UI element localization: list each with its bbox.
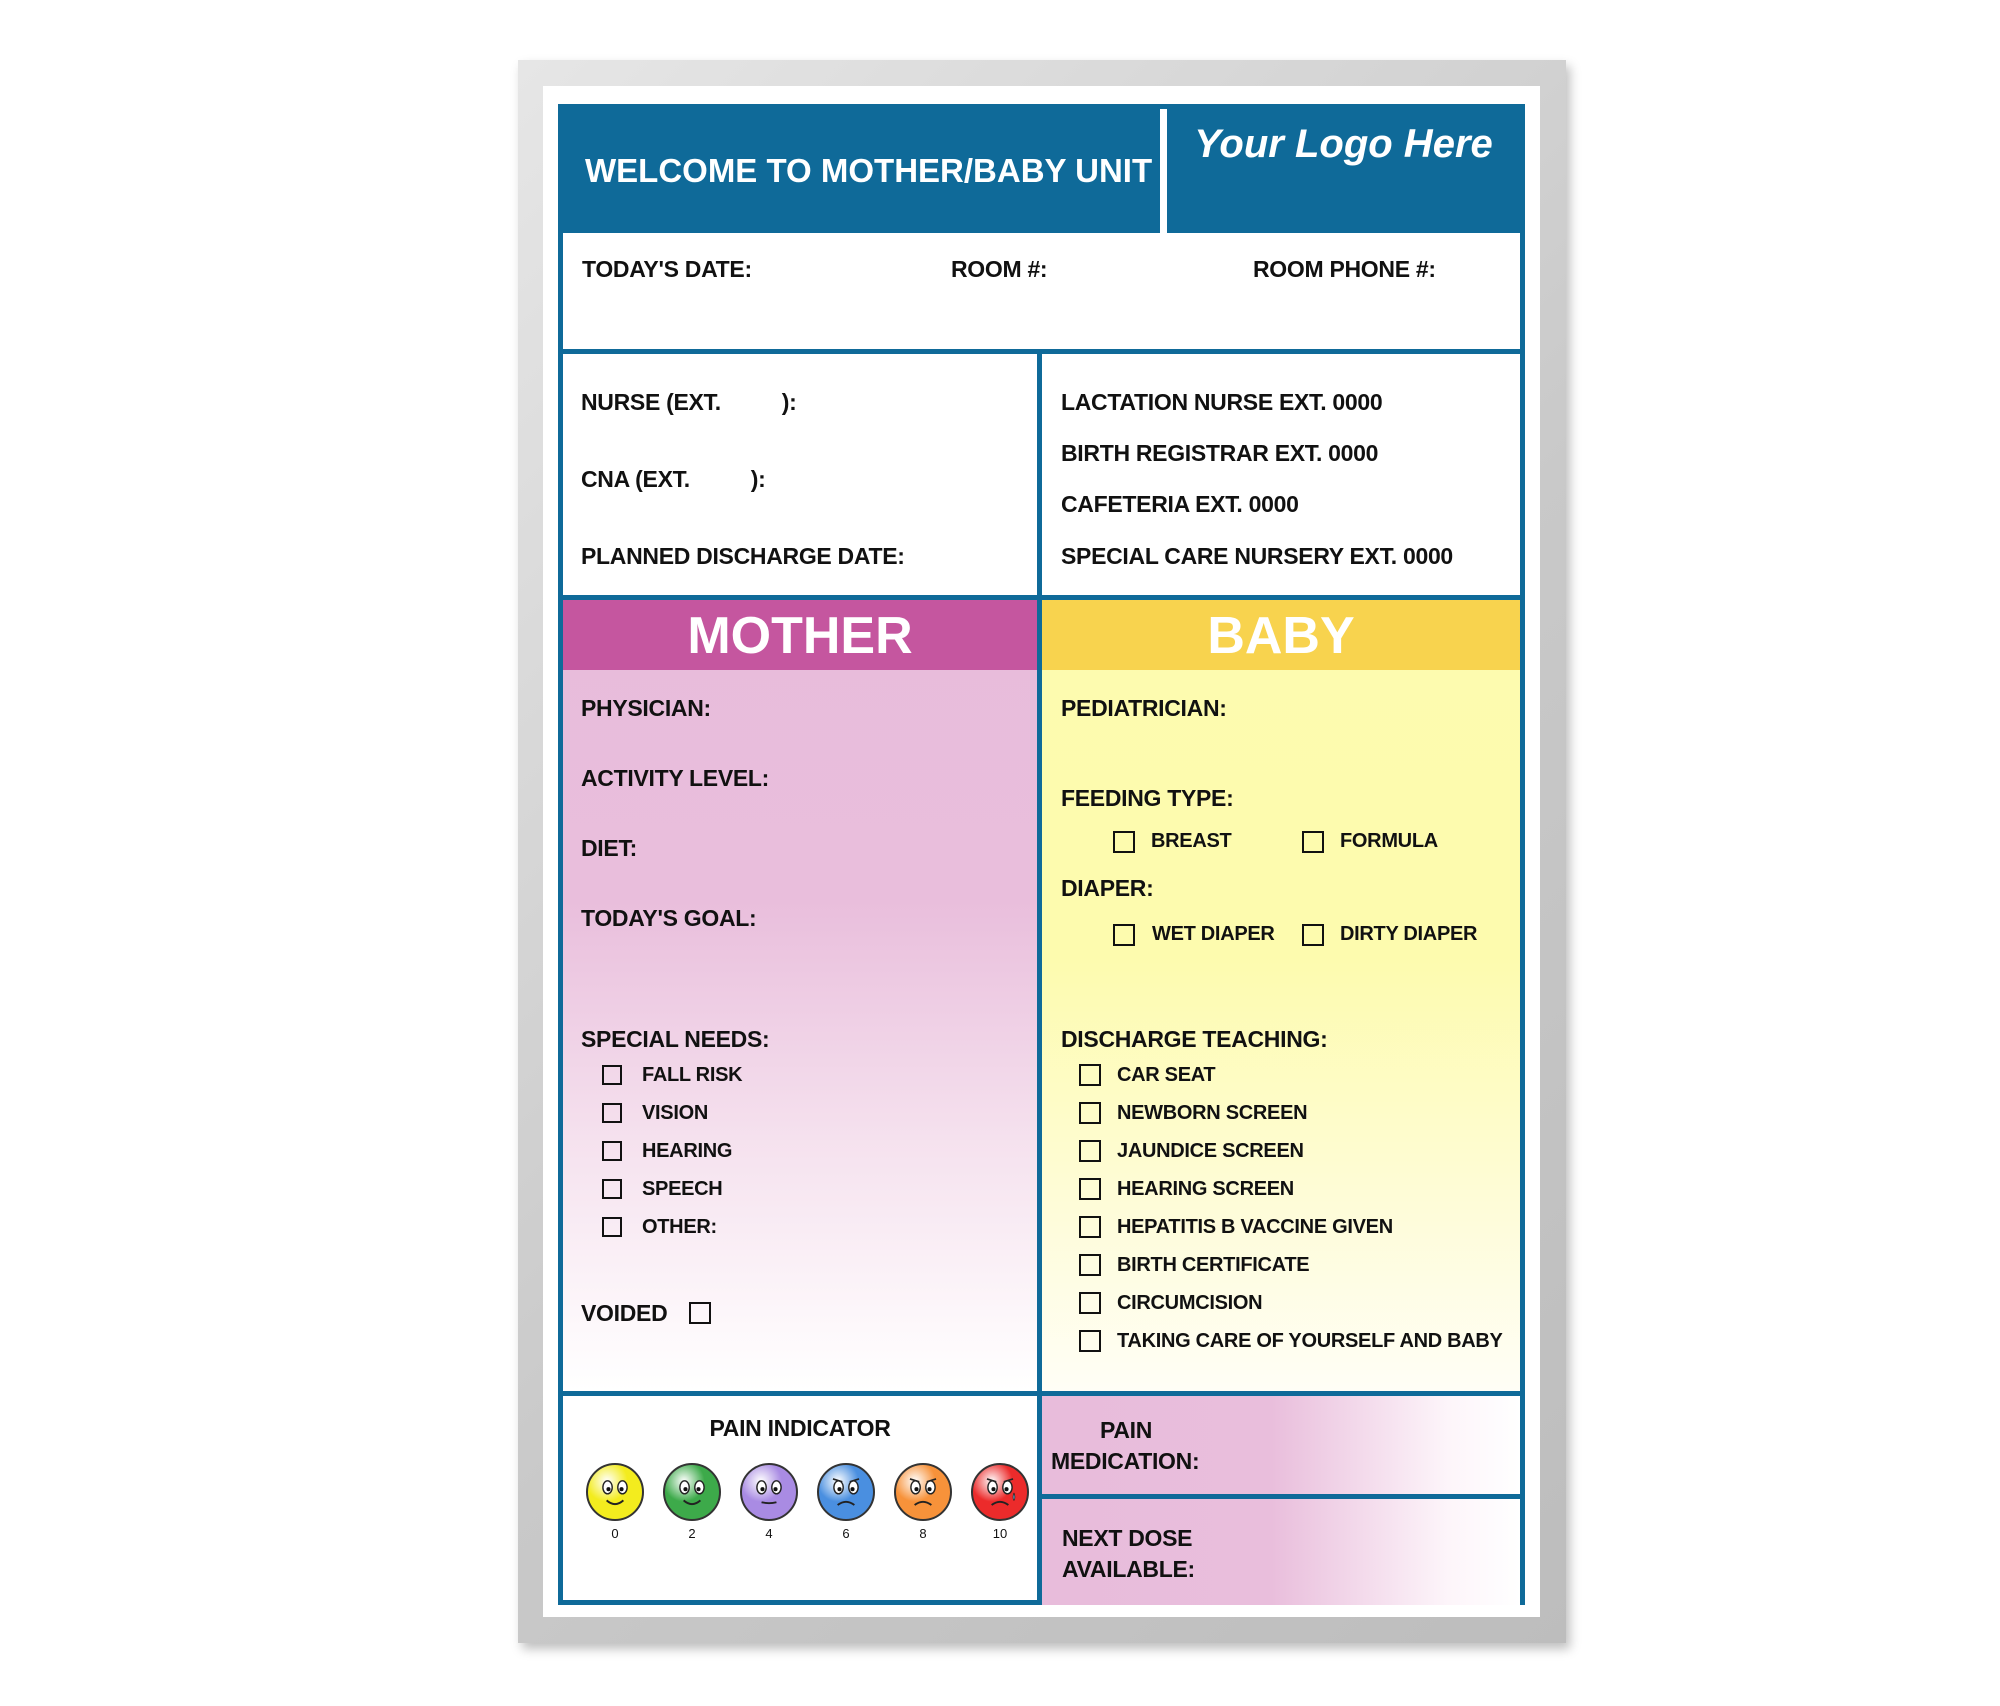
next-dose-label: NEXT DOSE AVAILABLE:: [1062, 1525, 1195, 1582]
page-title: WELCOME TO MOTHER/BABY UNIT: [563, 109, 1160, 233]
diet-label: DIET:: [581, 835, 638, 861]
wet-diaper-checkbox[interactable]: [1113, 924, 1135, 946]
voided-checkbox[interactable]: [689, 1302, 711, 1324]
pain-scale-8: 8: [919, 1526, 927, 1541]
pain-medication-label: PAIN MEDICATION:: [1051, 1417, 1200, 1474]
car-seat-checkbox[interactable]: [1079, 1064, 1101, 1086]
cna-ext-label: CNA (EXT. ):: [581, 466, 766, 492]
vision-checkbox[interactable]: [602, 1103, 622, 1123]
hepatitis-b-label: HEPATITIS B VACCINE GIVEN: [1117, 1216, 1393, 1238]
jaundice-screen-checkbox[interactable]: [1079, 1140, 1101, 1162]
vision-label: VISION: [642, 1102, 708, 1124]
dirty-diaper-checkbox[interactable]: [1302, 924, 1324, 946]
whiteboard: [558, 104, 1525, 1605]
logo-placeholder: [1167, 109, 1520, 233]
hearing-checkbox[interactable]: [602, 1141, 622, 1161]
room-phone-label: ROOM PHONE #:: [1253, 256, 1436, 282]
taking-care-checkbox[interactable]: [1079, 1330, 1101, 1352]
newborn-screen-label: NEWBORN SCREEN: [1117, 1102, 1308, 1124]
feeding-type-label: FEEDING TYPE:: [1061, 785, 1234, 811]
special-needs-label: SPECIAL NEEDS:: [581, 1026, 770, 1052]
formula-label: FORMULA: [1340, 830, 1438, 852]
mother-header: MOTHER: [563, 600, 1037, 670]
baby-header: BABY: [1042, 600, 1520, 670]
other-checkbox[interactable]: [602, 1217, 622, 1237]
pain-scale-10: 10: [992, 1526, 1008, 1541]
speech-checkbox[interactable]: [602, 1179, 622, 1199]
car-seat-label: CAR SEAT: [1117, 1064, 1216, 1086]
taking-care-label: TAKING CARE OF YOURSELF AND BABY: [1117, 1330, 1503, 1352]
pain-indicator-label: PAIN INDICATOR: [709, 1415, 891, 1441]
room-number-label: ROOM #:: [951, 256, 1048, 282]
todays-date-label: TODAY'S DATE:: [582, 256, 752, 282]
hearing-screen-label: HEARING SCREEN: [1117, 1178, 1294, 1200]
pain-face-4-icon: [740, 1463, 798, 1521]
pain-face-10-icon: [971, 1463, 1029, 1521]
nurse-ext-label: NURSE (EXT. ):: [581, 389, 797, 415]
hepatitis-b-checkbox[interactable]: [1079, 1216, 1101, 1238]
planned-discharge-label: PLANNED DISCHARGE DATE:: [581, 543, 905, 569]
circumcision-checkbox[interactable]: [1079, 1292, 1101, 1314]
breast-checkbox[interactable]: [1113, 831, 1135, 853]
birth-certificate-checkbox[interactable]: [1079, 1254, 1101, 1276]
discharge-teaching-label: DISCHARGE TEACHING:: [1061, 1026, 1328, 1052]
formula-checkbox[interactable]: [1302, 831, 1324, 853]
activity-level-label: ACTIVITY LEVEL:: [581, 765, 770, 791]
birth-registrar-ext: BIRTH REGISTRAR EXT. 0000: [1061, 440, 1379, 466]
fall-risk-label: FALL RISK: [642, 1064, 743, 1086]
pain-scale-6: 6: [842, 1526, 850, 1541]
pain-face-8-icon: [894, 1463, 952, 1521]
newborn-screen-checkbox[interactable]: [1079, 1102, 1101, 1124]
todays-goal-label: TODAY'S GOAL:: [581, 905, 757, 931]
pain-face-2-icon: [663, 1463, 721, 1521]
physician-label: PHYSICIAN:: [581, 695, 711, 721]
other-label: OTHER:: [642, 1216, 717, 1238]
logo-text: Your Logo Here: [1194, 122, 1493, 166]
lactation-ext: LACTATION NURSE EXT. 0000: [1061, 389, 1383, 415]
circumcision-label: CIRCUMCISION: [1117, 1292, 1263, 1314]
hearing-label: HEARING: [642, 1140, 733, 1162]
hearing-screen-checkbox[interactable]: [1079, 1178, 1101, 1200]
pain-face-0-icon: [586, 1463, 644, 1521]
fall-risk-checkbox[interactable]: [602, 1065, 622, 1085]
diaper-label: DIAPER:: [1061, 875, 1154, 901]
pain-scale-2: 2: [688, 1526, 696, 1541]
birth-certificate-label: BIRTH CERTIFICATE: [1117, 1254, 1310, 1276]
divider: [1037, 354, 1042, 597]
jaundice-screen-label: JAUNDICE SCREEN: [1117, 1140, 1304, 1162]
cafeteria-ext: CAFETERIA EXT. 0000: [1061, 491, 1299, 517]
pain-scale-0: 0: [611, 1526, 619, 1541]
pain-face-6-icon: [817, 1463, 875, 1521]
dirty-diaper-label: DIRTY DIAPER: [1340, 923, 1478, 945]
wet-diaper-label: WET DIAPER: [1152, 923, 1275, 945]
nursery-ext: SPECIAL CARE NURSERY EXT. 0000: [1061, 543, 1453, 569]
breast-label: BREAST: [1151, 830, 1232, 852]
voided-label: VOIDED: [581, 1300, 668, 1326]
pain-scale-4: 4: [765, 1526, 773, 1541]
speech-label: SPEECH: [642, 1178, 723, 1200]
pediatrician-label: PEDIATRICIAN:: [1061, 695, 1227, 721]
